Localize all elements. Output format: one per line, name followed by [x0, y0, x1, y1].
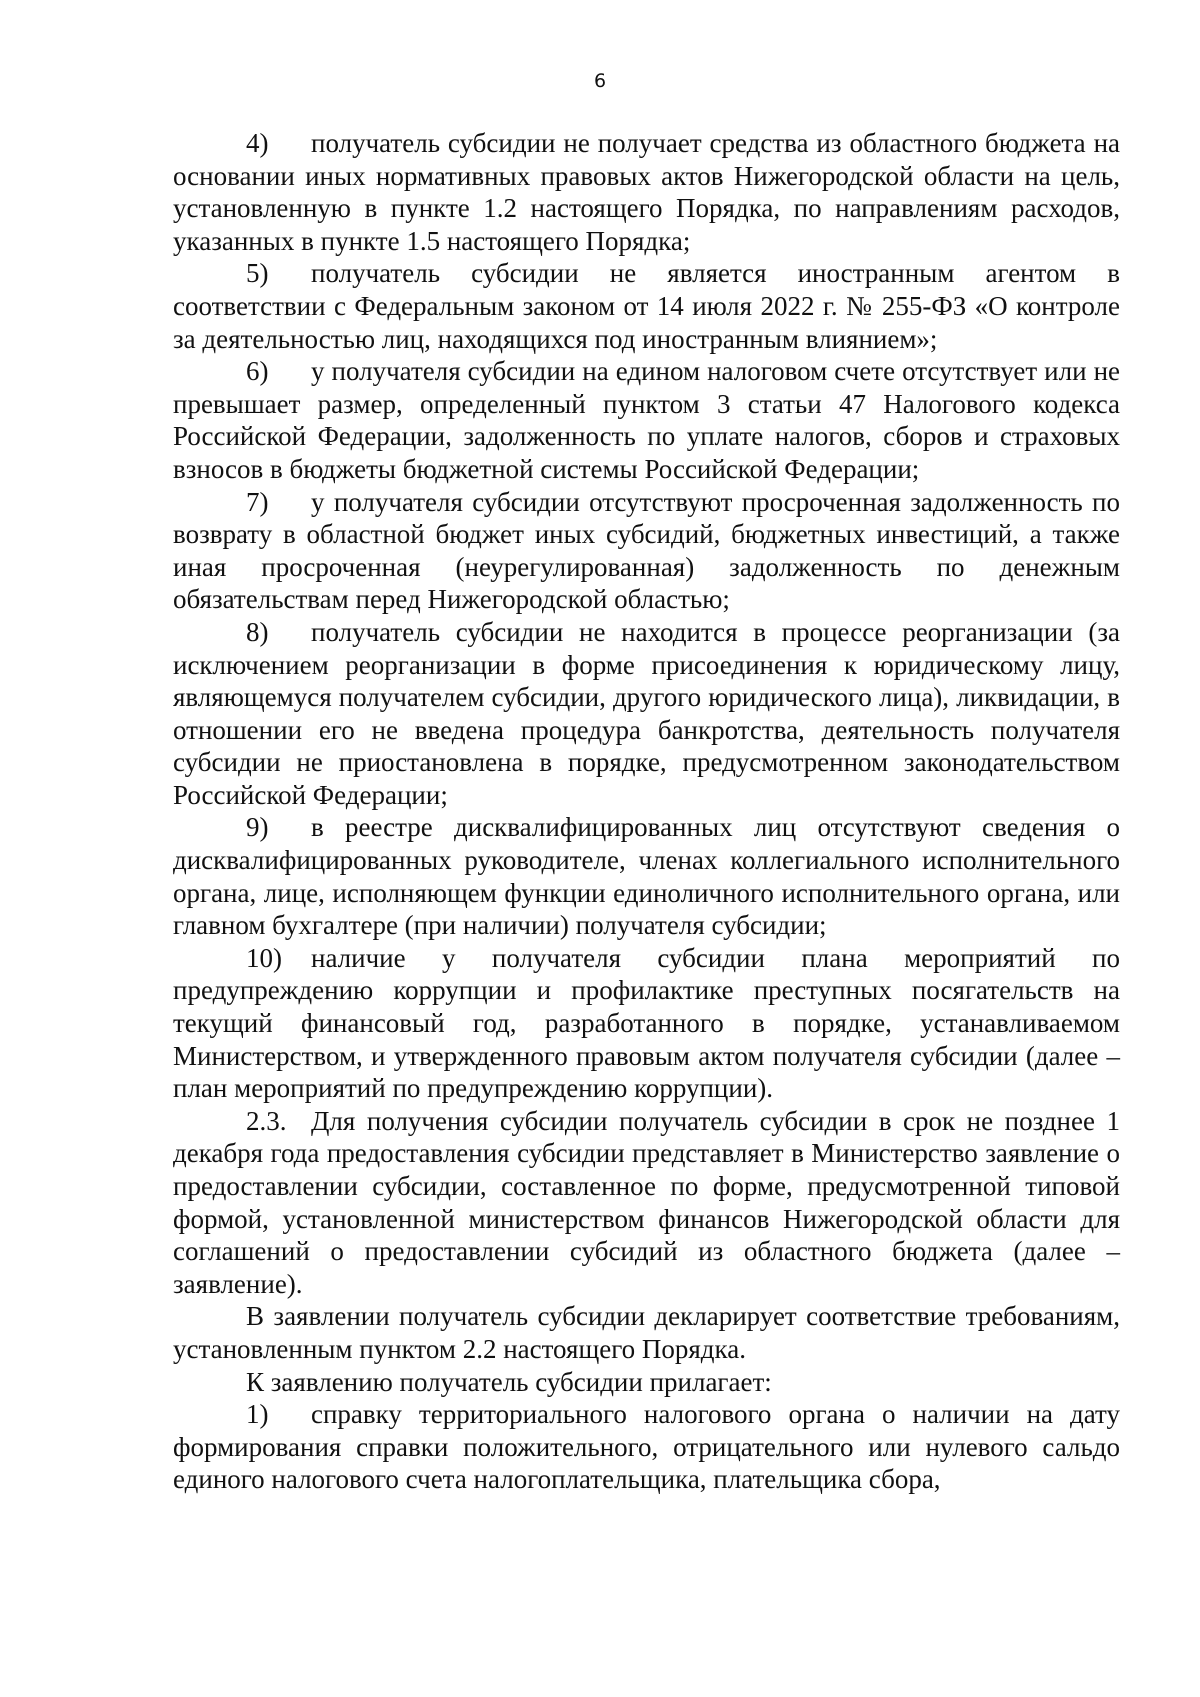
paragraph-item-8	[173, 616, 1120, 812]
item-number: 6)	[246, 356, 269, 387]
paragraph-item-4	[173, 127, 1120, 257]
paragraph-text: наличие у получателя субсидии плана мероприятий по предупреждению коррупции и профилактике преступных посягательств на текущий финансовый год, разработанного в порядке, устанавливаемом Министерством, и утвержденного правовым актом получателя субсидии (далее – план мероприятий по предупреждению коррупции).	[173, 942, 1120, 1104]
paragraph-text: получатель субсидии не является иностранным агентом в соответствии с Федеральным законом от 14 июля 2022 г. № 255-ФЗ «О контроле за деятельностью лиц, находящихся под иностранным влиянием»;	[173, 258, 1120, 354]
paragraph-text: у получателя субсидии отсутствуют просроченная задолженность по возврату в областной бюджет иных субсидий, бюджетных инвестиций, а также иная просроченная (неурегулированная) задолженность по денежным обязательствам перед Нижегородской областью;	[173, 486, 1120, 615]
paragraph-text: В заявлении получатель субсидии декларирует соответствие требованиям, установленным пунктом 2.2 настоящего Порядка.	[173, 1301, 1120, 1364]
paragraph-text: у получателя субсидии на едином налоговом счете отсутствует или не превышает размер, определенный пунктом 3 статьи 47 Налогового кодекса Российской Федерации, задолженность по уплате налогов, сборов и страховых взносов в бюджеты бюджетной системы Российской Федерации;	[173, 356, 1120, 484]
item-number: 8)	[246, 616, 269, 647]
paragraph-item-7	[173, 486, 1120, 616]
paragraph-text: получатель субсидии не получает средства из областного бюджета на основании иных нормативных правовых актов Нижегородской области на цель, установленную в пункте 1.2 настоящего Порядка, по направлениям расходов, указанных в пункте 1.5 настоящего Порядка;	[173, 128, 1120, 256]
paragraph-text: К заявлению получатель субсидии прилагает:	[246, 1366, 772, 1397]
item-number: 9)	[246, 812, 269, 843]
paragraph-text: в реестре дисквалифицированных лиц отсутствуют сведения о дисквалифицированных руководителе, членах коллегиального исполнительного органа, лице, исполняющем функции единоличного исполнительного органа, или главном бухгалтере (при наличии) получателя субсидии;	[173, 812, 1120, 941]
paragraph-item-10	[173, 942, 1120, 1105]
paragraph-attachments-intro	[173, 1366, 1120, 1399]
item-number: 4)	[246, 128, 269, 158]
paragraph-text: Для получения субсидии получатель субсидии в срок не позднее 1 декабря года предоставления субсидии представляет в Министерство заявление о предоставлении субсидии, составленное по форме, предусмотренной типовой формой, установленной министерством финансов Нижегородской области для соглашений о предоставлении субсидий из областного бюджета (далее – заявление).	[173, 1105, 1120, 1299]
item-number: 1)	[246, 1399, 269, 1430]
paragraph-text: справку территориального налогового органа о наличии на дату формирования справки положительного, отрицательного или нулевого сальдо единого налогового счета налогоплательщика, плательщика сбора,	[173, 1399, 1120, 1495]
item-number: 10)	[246, 942, 282, 973]
paragraph-section-2-3	[173, 1105, 1120, 1301]
item-number: 5)	[246, 258, 269, 289]
paragraph-text: получатель субсидии не находится в процессе реорганизации (за исключением реорганизации в форме присоединения к юридическому лицу, являющемуся получателем субсидии, другого юридического лица), ликвидации, в отношении его не введена процедура банкротства, деятельность получателя субсидии не приостановлена в порядке, предусмотренном законодательством Российской Федерации;	[173, 616, 1120, 810]
paragraph-item-6	[173, 355, 1120, 485]
paragraph-attachment-1	[173, 1398, 1120, 1496]
paragraph-item-9	[173, 811, 1120, 941]
item-number: 2.3.	[246, 1105, 287, 1136]
document-body	[173, 127, 1120, 1496]
page-number: 6	[593, 70, 607, 92]
paragraph-item-5	[173, 257, 1120, 355]
item-number: 7)	[246, 486, 269, 517]
paragraph-declaration	[173, 1300, 1120, 1365]
